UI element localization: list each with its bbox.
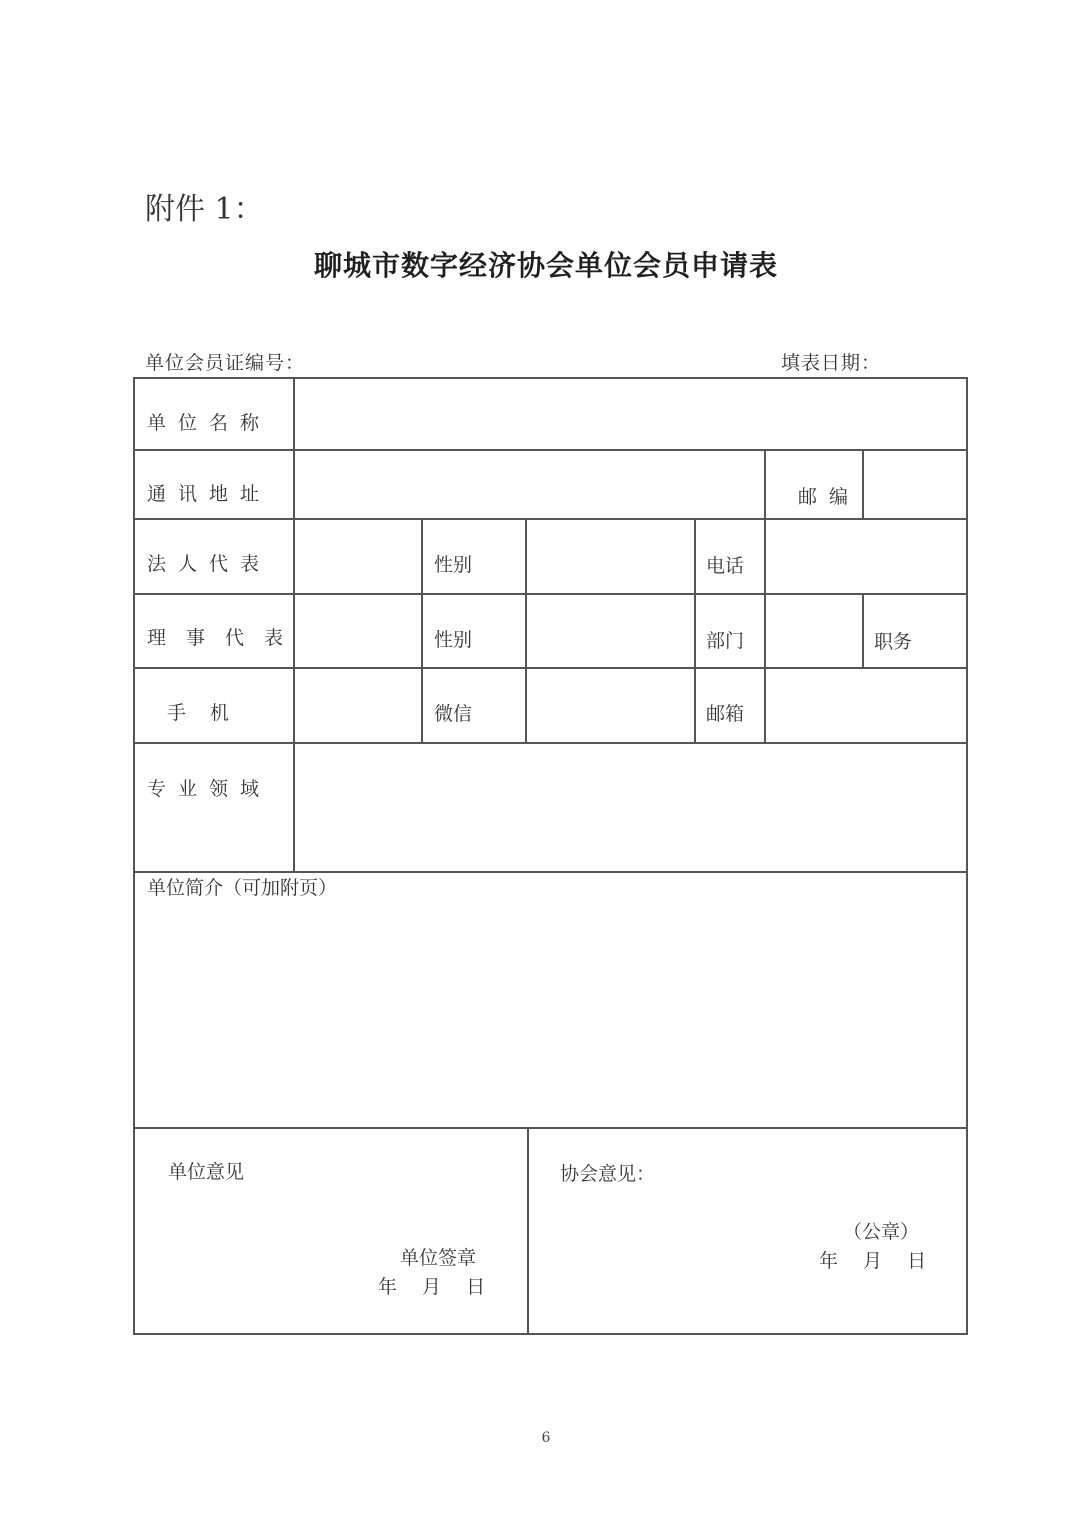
address-field[interactable] (295, 451, 764, 518)
email-field[interactable] (766, 669, 966, 742)
position-label: 职务 (874, 631, 913, 653)
field-input[interactable] (295, 744, 966, 871)
legal-rep-gender-field[interactable] (527, 520, 694, 593)
member-cert-label: 单位会员证编号： (145, 352, 306, 374)
postcode-field[interactable] (864, 451, 966, 518)
postcode-label: 邮编 (798, 486, 861, 508)
intro-field[interactable] (135, 899, 966, 1127)
unit-seal-label: 单位签章 (400, 1247, 477, 1269)
department-field[interactable] (766, 595, 862, 667)
unit-name-field[interactable] (295, 379, 966, 449)
attachment-label: 附件 1： (145, 192, 264, 227)
wechat-label: 微信 (434, 703, 473, 725)
col-divider (527, 1127, 529, 1333)
gender-label: 性别 (434, 629, 473, 651)
application-form-table (133, 377, 968, 1335)
field-label: 专业领域 (147, 778, 272, 800)
director-rep-field[interactable] (295, 595, 421, 667)
email-label: 邮箱 (706, 703, 745, 725)
unit-opinion-label: 单位意见 (168, 1161, 245, 1183)
phone-field[interactable] (766, 520, 966, 593)
col-divider (862, 593, 864, 667)
wechat-field[interactable] (527, 669, 694, 742)
intro-label: 单位简介（可加附页） (147, 877, 338, 899)
mobile-label: 手机 (167, 702, 254, 724)
official-seal-label: （公章） (843, 1221, 920, 1243)
col-divider (421, 518, 423, 742)
legal-rep-label: 法人代表 (147, 553, 272, 575)
department-label: 部门 (706, 630, 745, 652)
director-rep-label: 理事代表 (147, 627, 304, 649)
address-label: 通讯地址 (147, 483, 272, 505)
unit-date-line: 年 月 日 (378, 1276, 486, 1298)
assoc-opinion-label: 协会意见： (560, 1163, 656, 1185)
unit-name-label: 单位名称 (147, 412, 272, 434)
row-divider (135, 1127, 966, 1129)
assoc-date-line: 年 月 日 (819, 1250, 927, 1272)
director-gender-field[interactable] (527, 595, 694, 667)
col-divider (694, 518, 696, 742)
mobile-field[interactable] (295, 669, 421, 742)
phone-label: 电话 (706, 555, 745, 577)
page-title: 聊城市数字经济协会单位会员申请表 (313, 249, 778, 282)
legal-rep-field[interactable] (295, 520, 421, 593)
fill-date-label: 填表日期： (781, 352, 882, 374)
col-divider (764, 449, 766, 518)
gender-label: 性别 (434, 554, 473, 576)
page-number: 6 (541, 1430, 551, 1446)
